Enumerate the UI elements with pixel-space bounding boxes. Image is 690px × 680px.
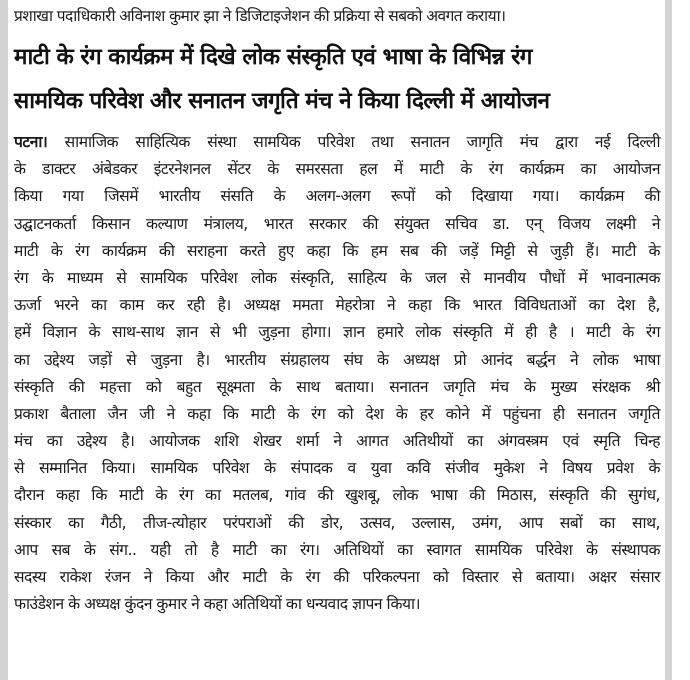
right-column-rule [665, 0, 672, 680]
headline-main: माटी के रंग कार्यक्रम में दिखे लोक संस्कृति एवं भाषा के विभिन्न रंग [14, 44, 532, 70]
previous-article-closing-line: प्रशाखा पदाधिकारी अविनाश कुमार झा ने डिजिटाइजेशन की प्रक्रिया से सबको अवगत कराया। [14, 7, 506, 25]
body-line: से सम्मानित किया। सामयिक परिवेश के संपादक व युवा कवि संजीव मुकेश ने विषय प्रवेश के [14, 459, 660, 478]
body-line: माटी के रंग कार्यक्रम की सराहना करते हुए कहा कि हम सब की जड़ें मिट्टी से जुड़ी हैं। माटी के [14, 241, 660, 260]
body-line: सदस्य राकेश रंजन ने किया और माटी के रंग की परिकल्पना को विस्तार से बताया। अक्षर संसार [14, 568, 660, 586]
body-line: पटना। सामाजिक साहित्यिक संस्था सामयिक परिवेश तथा सनातन जागृति मंच द्वारा नई दिल्ली [14, 133, 660, 151]
body-line: किया गया जिसमें भारतीय संसति के अलग-अलग रूपों को दिखाया गया। कार्यक्रम की [14, 187, 660, 206]
left-column-rule [0, 0, 8, 680]
body-line: संस्कार का गैठी, तीज-त्योहार परंपराओं की डोर, उत्सव, उल्लास, उमंग, आप सबों का साथ, [14, 513, 660, 532]
body-line: संस्कृति की महत्ता को बहुत सूक्ष्मता के साथ बताया। सनातन जगृति मंच के मुख्य संरक्षक श्री [14, 377, 660, 396]
headline-secondary: सामयिक परिवेश और सनातन जगृति मंच ने किया दिल्ली में आयोजन [14, 88, 550, 114]
body-line: फाउंडेशन के अध्यक्ष कुंदन कुमार ने कहा अतिथियों का धन्यवाद ज्ञापन किया। [14, 595, 421, 614]
body-line: आप सब के संग.. यही तो है माटी का रंग। अतिथियों का स्वागत सामयिक परिवेश के संस्थापक [14, 540, 660, 559]
news-article [14, 0, 660, 618]
body-line: का उद्देश्य जड़ों से जुड़ना है। भारतीय संग्रहालय संघ के अध्यक्ष प्रो आनंद बर्द्धन ने लोक भाषा [14, 350, 660, 369]
body-line: उद्घाटनकर्ता किसान कल्याण मंत्रालय, भारत सरकार की संयुक्त सचिव डा. एन् विजय लक्ष्मी ने [14, 214, 660, 233]
dateline: पटना। [14, 133, 48, 151]
body-line: के डाक्टर अंबेडकर इंटरनेशनल सेंटर के समरसता हल में माटी के रंग कार्यक्रम का आयोजन [14, 160, 660, 179]
body-line: रंग के माध्यम से सामयिक परिवेश लोक संस्कृति, साहित्य के जल से मानवीय पौधों में भावनात्मक [14, 268, 660, 287]
body-line: मंच का उद्देश्य है। आयोजक शशि शेखर शर्मा ने आगत अतिथीयों का अंगवस्त्रम एवं स्मृति चिन्ह [14, 432, 660, 451]
body-line: ऊर्जा भरने का काम कर रही है। अध्यक्ष ममता मेहरोत्रा ने कहा कि भारत विविधताओं का देश है, [14, 296, 660, 315]
body-line: दौरान कहा कि माटी के रंग का मतलब, गांव की खुशबू, लोक भाषा की मिठास, संस्कृति की सुगंध, [14, 486, 660, 505]
article-body [14, 129, 660, 618]
body-line: प्रकाश बैताला जैन जी ने कहा कि माटी के रंग को देश के हर कोने में पहुंचना ही सनातन जगृति [14, 404, 660, 423]
body-line: हमें विज्ञान के साथ-साथ ज्ञान से भी जुड़ना होगा। ज्ञान हमारे लोक संस्कृति में ही है । माटी के रंग [14, 323, 660, 342]
